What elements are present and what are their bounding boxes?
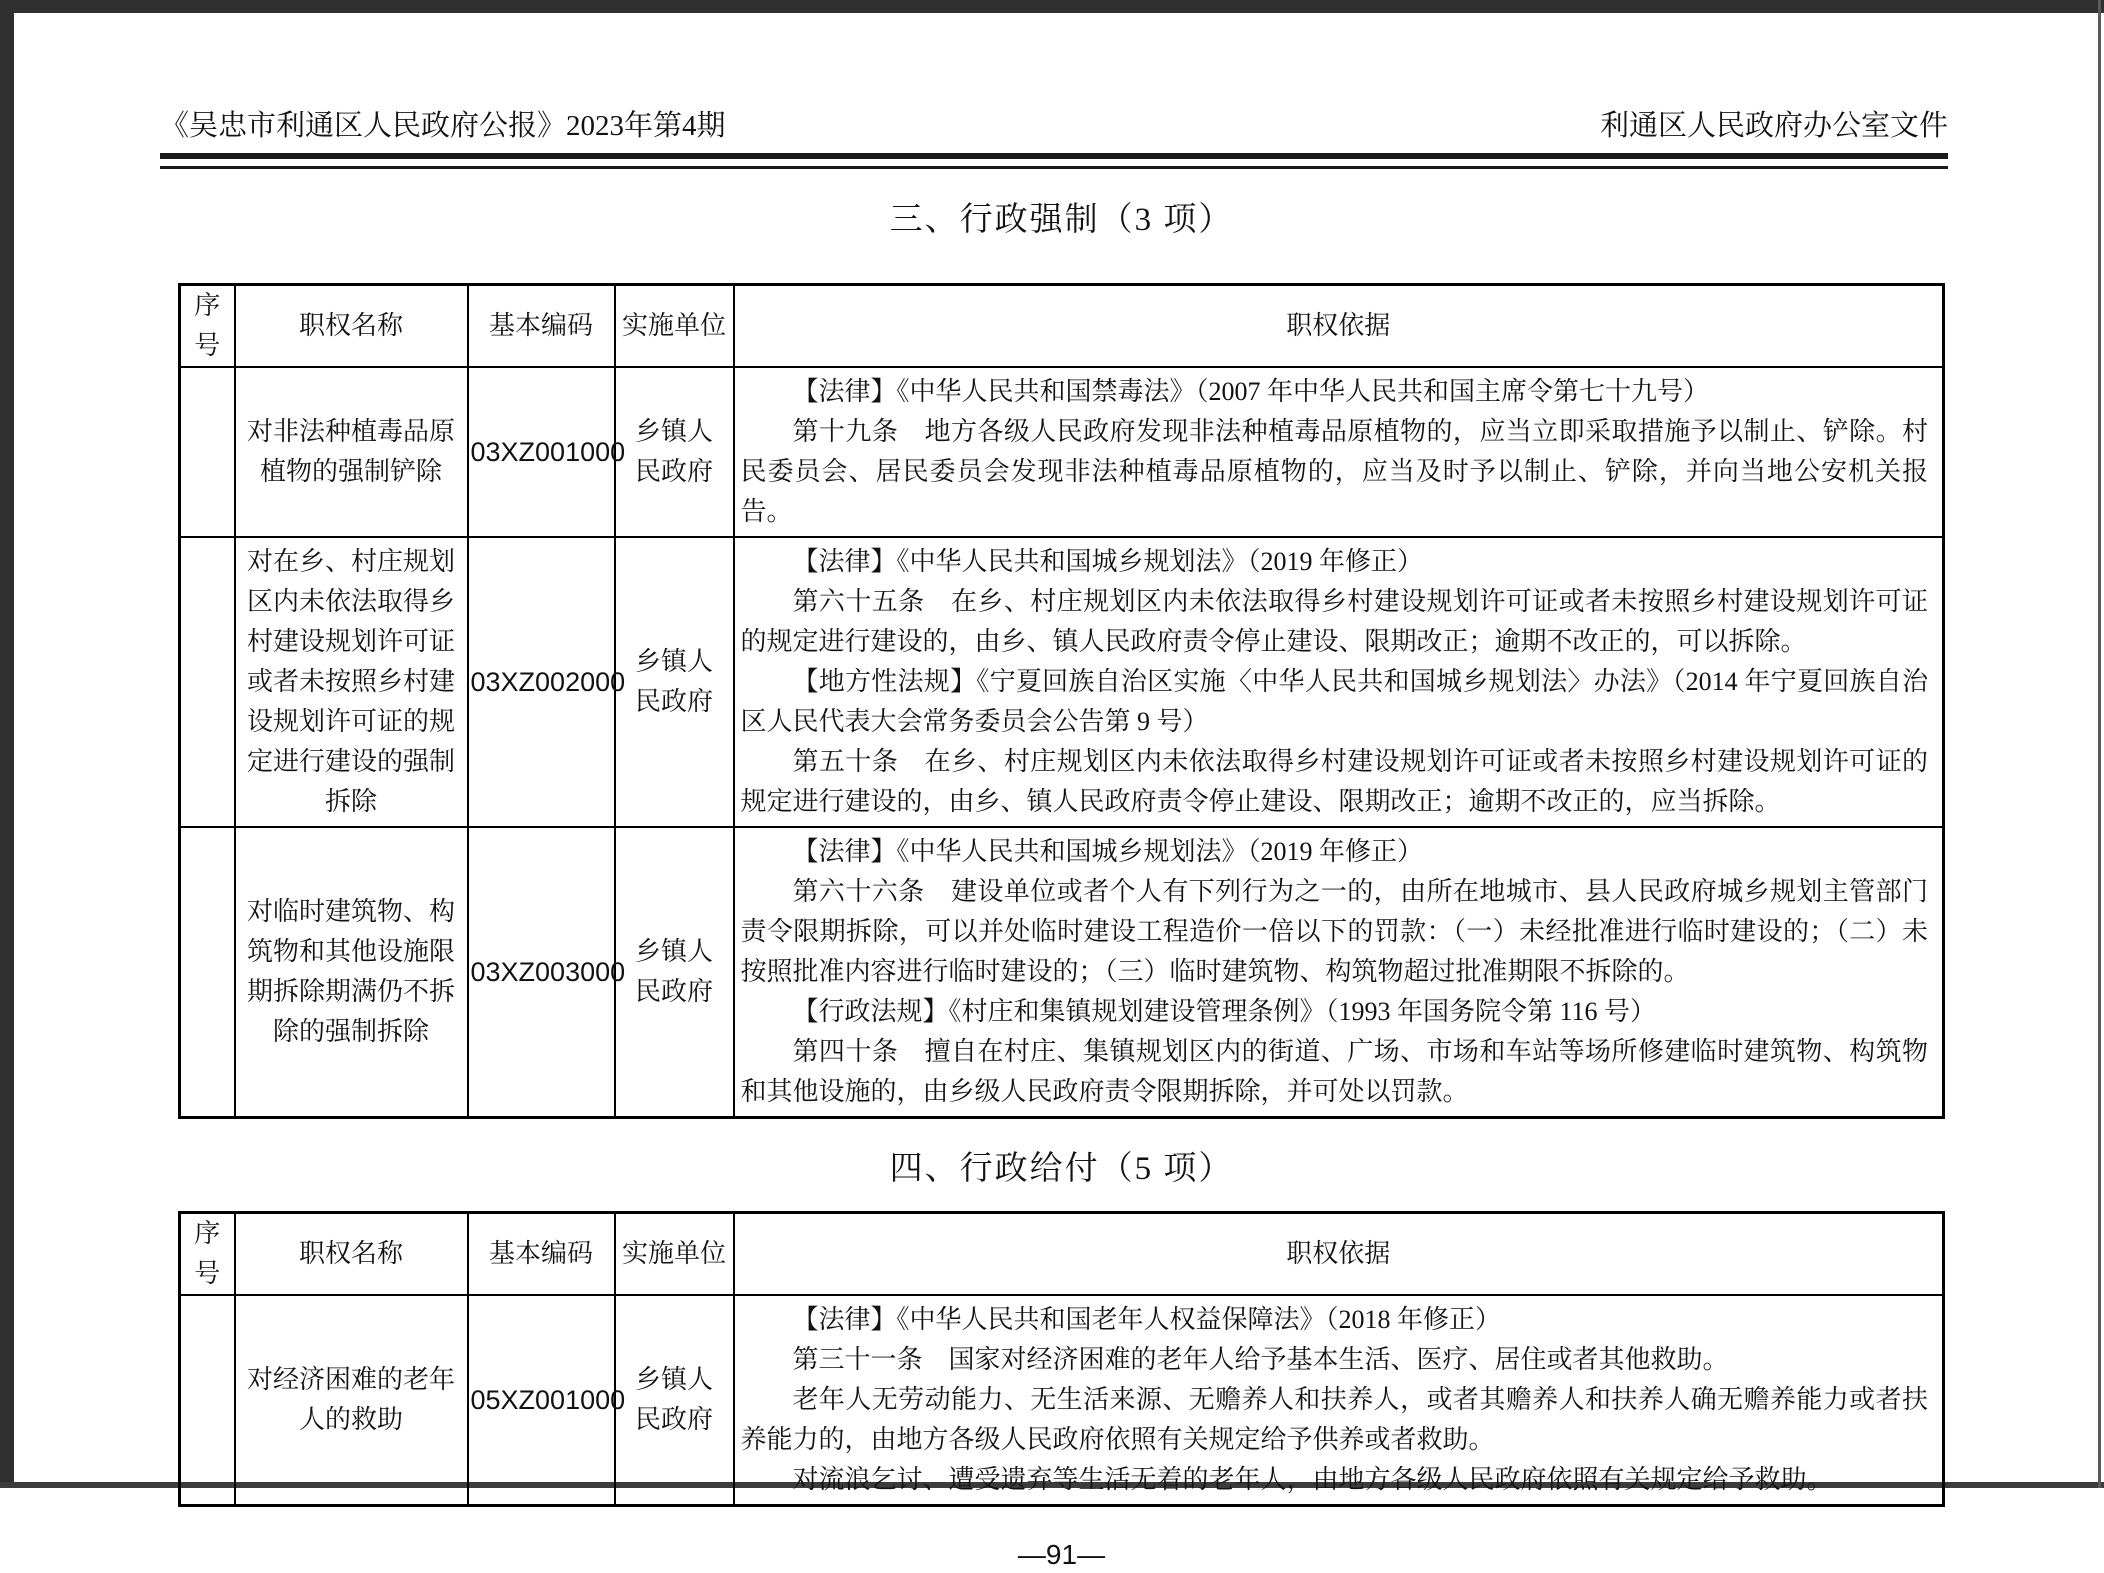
basis-paragraph: 老年人无劳动能力、无生活来源、无赡养人和扶养人，或者其赡养人和扶养人确无赡养能力或者扶养能力的，由地方各级人民政府依照有关规定给予供养或者救助。 [740,1385,1928,1454]
scan-edge-top [0,0,2104,13]
header-double-rule [160,153,1948,169]
page-number: —91— [1017,1539,1106,1570]
authority-table [178,1211,1945,1507]
basis-paragraph: 第六十六条 建设单位或者个人有下列行为之一的，由所在地城市、县人民政府城乡规划主管部门责令限期拆除，可以并处临时建设工程造价一倍以下的罚款：（一）未经批准进行临时建设的；（二）未按照批准内容进行临时建设的；（三）临时建筑物、构筑物超过批准期限不拆除的。 [740,877,1928,986]
column-header: 实施单位 [615,285,734,368]
basis-paragraph: 对流浪乞讨、遭受遗弃等生活无着的老年人，由地方各级人民政府依照有关规定给予救助。 [792,1465,1833,1494]
basis-paragraph: 【法律】《中华人民共和国老年人权益保障法》（2018 年修正） [792,1305,1502,1334]
rule-thick [160,153,1948,159]
column-header: 序号 [180,285,235,368]
cell-code: 03XZ002000 [468,537,615,827]
table-row [180,367,1944,537]
basis-paragraph: 第六十五条 在乡、村庄规划区内未依法取得乡村建设规划许可证或者未按照乡村建设规划许可证的规定进行建设的，由乡、镇人民政府责令停止建设、限期改正；逾期不改正的，可以拆除。 [740,587,1928,656]
table-row [180,1295,1944,1506]
cell-unit: 乡镇人民政府 [615,827,734,1118]
cell-code: 05XZ001000 [468,1295,615,1506]
basis-paragraph: 【法律】《中华人民共和国城乡规划法》（2019 年修正） [792,837,1424,866]
table-row [180,537,1944,827]
scan-edge-right [2098,0,2101,1488]
cell-name: 对临时建筑物、构筑物和其他设施限期拆除期满仍不拆除的强制拆除 [235,827,468,1118]
cell-unit: 乡镇人民政府 [615,367,734,537]
cell-code: 03XZ003000 [468,827,615,1118]
authority-table [178,283,1945,1119]
basis-paragraph: 【法律】《中华人民共和国城乡规划法》（2019 年修正） [792,547,1424,576]
basis-paragraph: 第三十一条 国家对经济困难的老年人给予基本生活、医疗、居住或者其他救助。 [792,1345,1729,1374]
column-header: 职权依据 [734,1213,1944,1296]
basis-paragraph: 【法律】《中华人民共和国禁毒法》（2007 年中华人民共和国主席令第七十九号） [792,377,1710,406]
cell-name: 对经济困难的老年人的救助 [235,1295,468,1506]
cell-seq [180,537,235,827]
column-header: 实施单位 [615,1213,734,1296]
cell-unit: 乡镇人民政府 [615,1295,734,1506]
cell-basis [734,367,1944,537]
basis-paragraph: 第四十条 擅自在村庄、集镇规划区内的街道、广场、市场和车站等场所修建临时建筑物、构筑物和其他设施的，由乡级人民政府责令限期拆除，并可处以罚款。 [740,1037,1928,1106]
column-header: 基本编码 [468,1213,615,1296]
cell-basis [734,1295,1944,1506]
table-header-row [180,285,1944,368]
cell-name: 对非法种植毒品原植物的强制铲除 [235,367,468,537]
table-row [180,827,1944,1118]
section-title: 三、行政强制（3 项） [889,202,1234,238]
column-header: 职权依据 [734,285,1944,368]
cell-seq [180,827,235,1118]
cell-code: 03XZ001000 [468,367,615,537]
rule-thin [160,166,1948,169]
cell-name: 对在乡、村庄规划区内未依法取得乡村建设规划许可证或者未按照乡村建设规划许可证的规定进行建设的强制拆除 [235,537,468,827]
sections [178,190,1945,1573]
cell-unit: 乡镇人民政府 [615,537,734,827]
cell-seq [180,1295,235,1506]
table-header-row [180,1213,1944,1296]
basis-paragraph: 【地方性法规】《宁夏回族自治区实施〈中华人民共和国城乡规划法〉办法》（2014 年宁夏回族自治区人民代表大会常务委员会公告第 9 号） [740,667,1928,736]
basis-paragraph: 第十九条 地方各级人民政府发现非法种植毒品原植物的，应当立即采取措施予以制止、铲除。村民委员会、居民委员会发现非法种植毒品原植物的，应当及时予以制止、铲除，并向当地公安机关报告。 [740,417,1928,526]
column-header: 基本编码 [468,285,615,368]
cell-basis [734,537,1944,827]
cell-basis [734,827,1944,1118]
column-header: 职权名称 [235,1213,468,1296]
section-title: 四、行政给付（5 项） [889,1151,1234,1187]
page-header [160,106,1948,146]
header-office-label: 利通区人民政府办公室文件 [1599,110,1948,142]
basis-paragraph: 第五十条 在乡、村庄规划区内未依法取得乡村建设规划许可证或者未按照乡村建设规划许可证的规定进行建设的，由乡、镇人民政府责令停止建设、限期改正；逾期不改正的，应当拆除。 [740,747,1928,816]
header-gazette-title: 《吴忠市利通区人民政府公报》2023年第4期 [160,110,726,142]
column-header: 职权名称 [235,285,468,368]
column-header: 序号 [180,1213,235,1296]
basis-paragraph: 【行政法规】《村庄和集镇规划建设管理条例》（1993 年国务院令第 116 号） [792,997,1657,1026]
cell-seq [180,367,235,537]
scan-edge-left [0,0,14,1488]
